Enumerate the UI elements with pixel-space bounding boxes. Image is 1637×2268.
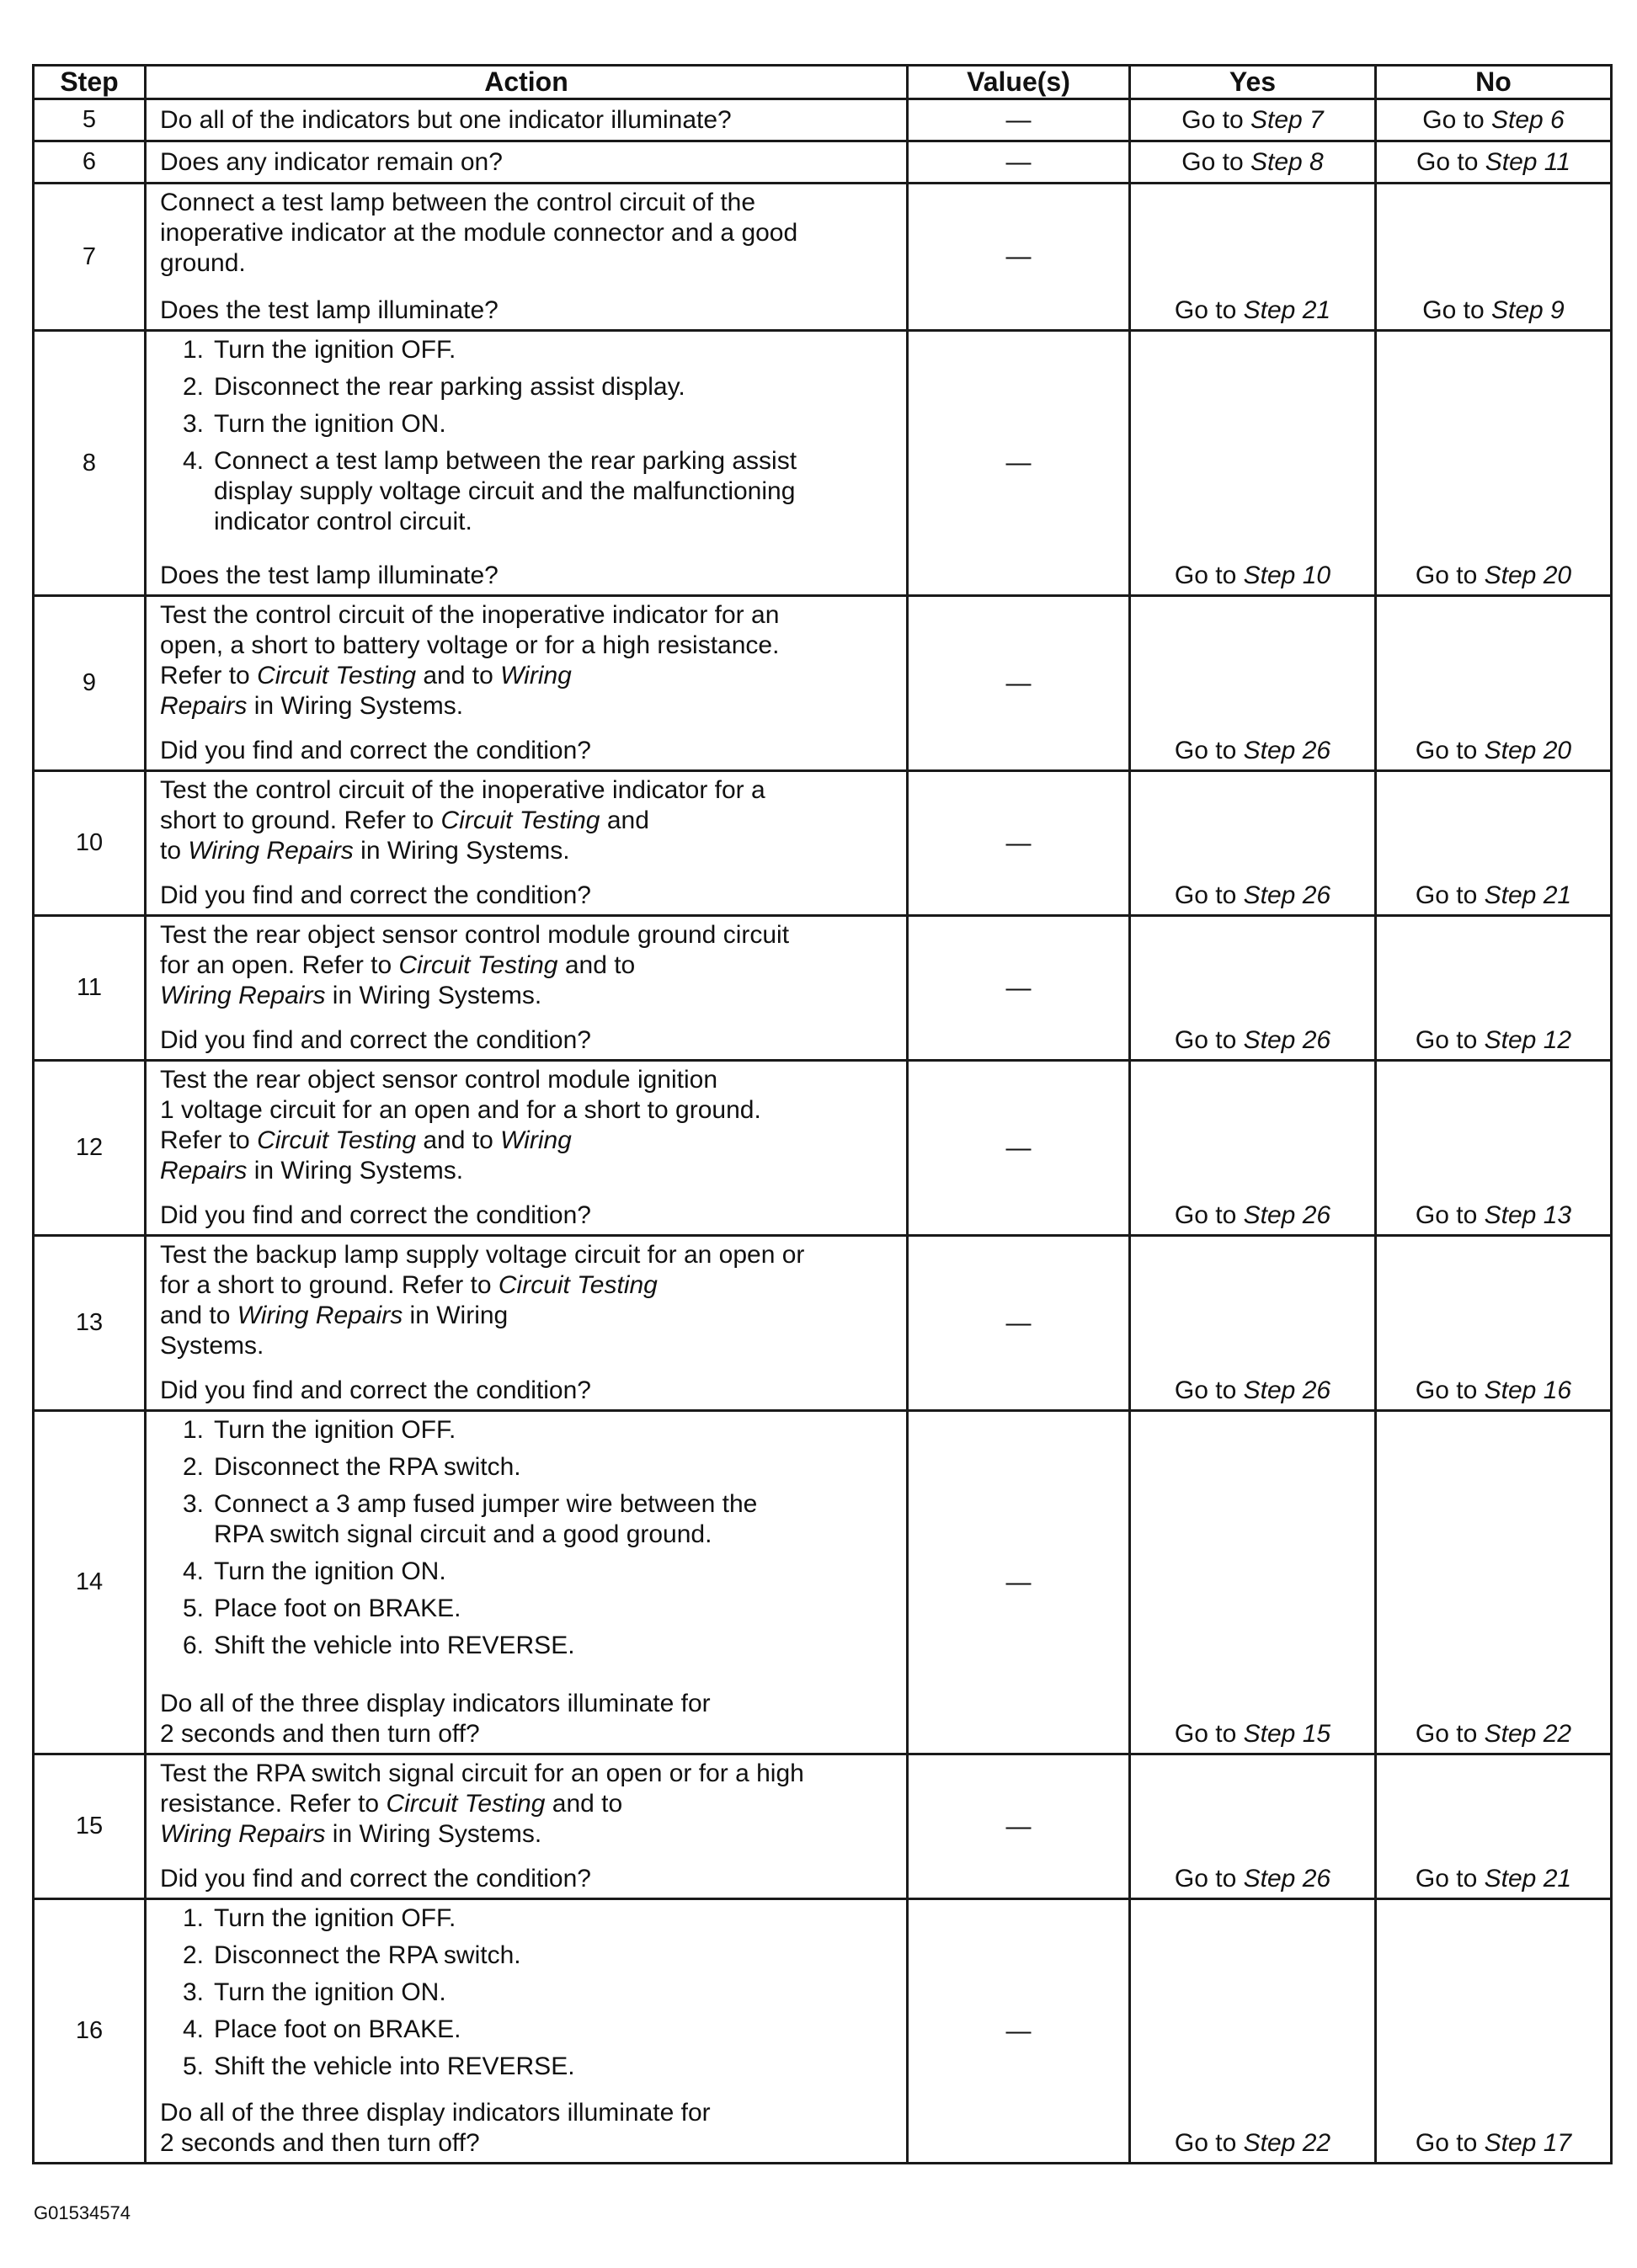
instruction-text: in Wiring Systems. — [325, 982, 542, 1009]
list-item — [160, 2052, 899, 2082]
value-cell: — — [908, 1236, 1130, 1411]
list-item — [160, 2015, 899, 2045]
instruction-text: in Wiring Systems. — [325, 1820, 542, 1848]
value-cell: — — [908, 1411, 1130, 1754]
yes-cell — [1130, 141, 1376, 184]
no-cell — [1376, 1061, 1612, 1236]
goto-prefix: Go to — [1174, 881, 1244, 909]
diagnostic-table-container — [32, 64, 1610, 2164]
list-item — [160, 372, 899, 402]
no-cell — [1376, 184, 1612, 331]
header-step: Step — [34, 66, 146, 99]
goto-step-link[interactable]: Step 16 — [1484, 1376, 1572, 1404]
step-number: 9 — [34, 596, 146, 771]
goto-step-link[interactable]: Step 22 — [1484, 1720, 1572, 1748]
action-cell — [146, 141, 908, 184]
list-item-text: Turn the ignition ON. — [214, 1978, 446, 2006]
table-row — [34, 916, 1612, 1061]
list-item-number: 5. — [182, 1595, 204, 1622]
table-row — [34, 596, 1612, 771]
instruction-text: and to — [416, 1126, 501, 1154]
goto-prefix: Go to — [1174, 1026, 1244, 1054]
yes-cell — [1130, 916, 1376, 1061]
action-cell — [146, 916, 908, 1061]
reference-text: Circuit Testing — [498, 1271, 658, 1299]
list-item — [160, 1557, 899, 1587]
goto-prefix: Go to — [1415, 737, 1485, 764]
header-yes: Yes — [1130, 66, 1376, 99]
instruction-text: and to — [416, 662, 501, 689]
no-cell — [1376, 771, 1612, 916]
action-cell — [146, 1236, 908, 1411]
instruction-text: Test the RPA switch signal circuit for an open or for a high resistance. Refer to — [160, 1760, 804, 1818]
goto-step-link[interactable]: Step 11 — [1485, 147, 1570, 176]
no-cell — [1376, 141, 1612, 184]
yes-cell — [1130, 99, 1376, 141]
instruction-text: and to — [552, 1790, 623, 1818]
goto-step-link[interactable]: Step 20 — [1484, 737, 1572, 764]
goto-prefix: Go to — [1415, 1376, 1485, 1404]
list-item — [160, 1452, 899, 1483]
goto-prefix: Go to — [1422, 105, 1491, 134]
list-item-text: Place foot on BRAKE. — [214, 1595, 461, 1622]
list-item-number: 3. — [182, 1490, 204, 1518]
goto-prefix: Go to — [1174, 562, 1244, 589]
yes-cell — [1130, 1899, 1376, 2164]
yes-cell — [1130, 331, 1376, 596]
list-item-number: 1. — [182, 1904, 204, 1932]
step-number: 11 — [34, 916, 146, 1061]
list-item-number: 4. — [182, 447, 204, 475]
value-cell: — — [908, 771, 1130, 916]
action-cell — [146, 1899, 908, 2164]
reference-text: Circuit Testing — [398, 951, 558, 979]
action-question: Does any indicator remain on? — [160, 147, 503, 176]
list-item-text: Place foot on BRAKE. — [214, 2015, 461, 2043]
no-cell — [1376, 1411, 1612, 1754]
list-item-number: 5. — [182, 2052, 204, 2080]
procedure-list — [160, 1415, 899, 1661]
goto-step-link[interactable]: Step 21 — [1243, 296, 1331, 324]
table-body — [34, 99, 1612, 2164]
action-cell — [146, 596, 908, 771]
procedure-list — [160, 335, 899, 537]
list-item-text: Disconnect the rear parking assist display. — [214, 373, 685, 401]
goto-prefix: Go to — [1174, 737, 1244, 764]
goto-prefix: Go to — [1174, 2129, 1244, 2157]
list-item-number: 2. — [182, 1453, 204, 1481]
action-question: Did you find and correct the condition? — [160, 1026, 591, 1054]
goto-step-link[interactable]: Step 10 — [1243, 562, 1331, 589]
list-item-text: Connect a 3 amp fused jumper wire between the RPA switch signal circuit and a good ground. — [214, 1490, 758, 1548]
header-no: No — [1376, 66, 1612, 99]
no-cell — [1376, 1899, 1612, 2164]
reference-text: Wiring Repairs — [160, 662, 572, 720]
figure-id: G01534574 — [34, 2202, 131, 2223]
instruction-text: and to — [160, 807, 649, 865]
goto-step-link[interactable]: Step 12 — [1484, 1026, 1572, 1054]
goto-prefix: Go to — [1174, 1201, 1244, 1229]
value-cell: — — [908, 99, 1130, 141]
list-item-text: Disconnect the RPA switch. — [214, 1453, 521, 1481]
goto-step-link[interactable]: Step 26 — [1243, 1201, 1331, 1229]
list-item-number: 3. — [182, 1978, 204, 2006]
reference-text: Circuit Testing — [440, 807, 600, 834]
action-instruction — [160, 1065, 899, 1186]
value-cell: — — [908, 184, 1130, 331]
list-item-text: Connect a test lamp between the rear parking assist display supply voltage circuit and the malfunctioning indicator control circuit. — [214, 447, 797, 535]
reference-text: Wiring Repairs — [188, 837, 354, 865]
list-item-number: 4. — [182, 1557, 204, 1585]
reference-text: Circuit Testing — [257, 662, 417, 689]
step-number: 14 — [34, 1411, 146, 1754]
header-action: Action — [146, 66, 908, 99]
list-item-text: Turn the ignition OFF. — [214, 336, 456, 364]
list-item-number: 2. — [182, 373, 204, 401]
table-row — [34, 1754, 1612, 1899]
goto-prefix: Go to — [1174, 1376, 1244, 1404]
reference-text: Wiring Repairs — [160, 1820, 326, 1848]
table-row — [34, 141, 1612, 184]
list-item — [160, 1978, 899, 2008]
list-item-text: Disconnect the RPA switch. — [214, 1941, 521, 1969]
instruction-text: in Wiring Systems. — [247, 1157, 464, 1185]
action-question: Did you find and correct the condition? — [160, 1376, 591, 1404]
goto-prefix: Go to — [1422, 296, 1491, 324]
table-row — [34, 1236, 1612, 1411]
value-cell: — — [908, 596, 1130, 771]
list-item — [160, 1941, 899, 1971]
instruction-text: Test the backup lamp supply voltage circuit for an open or for a short to ground. Refer to — [160, 1241, 805, 1299]
reference-text: Circuit Testing — [257, 1126, 417, 1154]
yes-cell — [1130, 771, 1376, 916]
goto-prefix: Go to — [1181, 105, 1250, 134]
action-question: Do all of the three display indicators illuminate for 2 seconds and then turn off? — [160, 1690, 711, 1748]
action-cell — [146, 771, 908, 916]
instruction-text: Connect a test lamp between the control circuit of the inoperative indicator at the module connector and a good ground. — [160, 189, 798, 277]
table-row — [34, 1411, 1612, 1754]
action-question: Do all of the three display indicators illuminate for 2 seconds and then turn off? — [160, 2099, 711, 2157]
step-number: 8 — [34, 331, 146, 596]
action-cell — [146, 99, 908, 141]
list-item-text: Shift the vehicle into REVERSE. — [214, 1632, 575, 1659]
step-number: 5 — [34, 99, 146, 141]
instruction-text: Test the control circuit of the inoperative indicator for an open, a short to battery voltage or for a high resistance. Refer to — [160, 601, 780, 689]
action-cell — [146, 1411, 908, 1754]
goto-prefix: Go to — [1415, 1026, 1485, 1054]
step-number: 7 — [34, 184, 146, 331]
goto-prefix: Go to — [1415, 881, 1485, 909]
action-instruction — [160, 1759, 899, 1850]
step-number: 16 — [34, 1899, 146, 2164]
action-question: Did you find and correct the condition? — [160, 1201, 591, 1229]
goto-step-link[interactable]: Step 15 — [1243, 1720, 1331, 1748]
action-question: Do all of the indicators but one indicator illuminate? — [160, 105, 732, 134]
instruction-text: in Wiring Systems. — [247, 692, 464, 720]
no-cell — [1376, 99, 1612, 141]
instruction-text: and to — [564, 951, 636, 979]
goto-prefix: Go to — [1415, 1201, 1485, 1229]
action-cell — [146, 1061, 908, 1236]
goto-step-link[interactable]: Step 21 — [1484, 881, 1572, 909]
list-item-text: Shift the vehicle into REVERSE. — [214, 2052, 575, 2080]
instruction-text: Test the rear object sensor control module ground circuit for an open. Refer to — [160, 921, 790, 979]
list-item — [160, 1903, 899, 1934]
action-cell — [146, 184, 908, 331]
yes-cell — [1130, 1236, 1376, 1411]
goto-prefix: Go to — [1415, 1865, 1485, 1893]
list-item-text: Turn the ignition OFF. — [214, 1416, 456, 1444]
action-cell — [146, 331, 908, 596]
list-item — [160, 1415, 899, 1445]
goto-step-link[interactable]: Step 20 — [1484, 562, 1572, 589]
goto-prefix: Go to — [1181, 147, 1250, 176]
action-cell — [146, 1754, 908, 1899]
list-item-text: Turn the ignition ON. — [214, 1557, 446, 1585]
goto-prefix: Go to — [1415, 562, 1485, 589]
value-cell: — — [908, 141, 1130, 184]
table-row — [34, 331, 1612, 596]
list-item-number: 2. — [182, 1941, 204, 1969]
list-item — [160, 409, 899, 439]
goto-step-link[interactable]: Step 21 — [1484, 1865, 1572, 1893]
instruction-text: and to — [160, 1302, 231, 1329]
goto-step-link[interactable]: Step 26 — [1243, 1026, 1331, 1054]
step-number: 15 — [34, 1754, 146, 1899]
list-item-number: 4. — [182, 2015, 204, 2043]
no-cell — [1376, 916, 1612, 1061]
reference-text: Wiring Repairs — [160, 982, 326, 1009]
table-row — [34, 1061, 1612, 1236]
list-item — [160, 335, 899, 365]
goto-step-link[interactable]: Step 22 — [1243, 2129, 1331, 2157]
yes-cell — [1130, 1061, 1376, 1236]
action-question: Did you find and correct the condition? — [160, 881, 591, 909]
yes-cell — [1130, 1411, 1376, 1754]
goto-prefix: Go to — [1415, 2129, 1485, 2157]
value-cell: — — [908, 1754, 1130, 1899]
value-cell: — — [908, 916, 1130, 1061]
no-cell — [1376, 596, 1612, 771]
action-question: Did you find and correct the condition? — [160, 1865, 591, 1893]
yes-cell — [1130, 1754, 1376, 1899]
goto-step-link[interactable]: Step 26 — [1243, 881, 1331, 909]
value-cell: — — [908, 1061, 1130, 1236]
action-instruction — [160, 920, 899, 1011]
list-item — [160, 1594, 899, 1624]
yes-cell — [1130, 596, 1376, 771]
table-row — [34, 771, 1612, 916]
instruction-text: Test the control circuit of the inoperative indicator for a short to ground. Refer to — [160, 776, 765, 834]
step-number: 6 — [34, 141, 146, 184]
step-number: 12 — [34, 1061, 146, 1236]
no-cell — [1376, 1236, 1612, 1411]
goto-prefix: Go to — [1174, 1865, 1244, 1893]
list-item — [160, 1631, 899, 1661]
list-item-number: 3. — [182, 410, 204, 438]
goto-step-link[interactable]: Step 13 — [1484, 1201, 1572, 1229]
value-cell: — — [908, 331, 1130, 596]
goto-prefix: Go to — [1415, 1720, 1485, 1748]
goto-step-link[interactable]: Step 9 — [1490, 296, 1565, 324]
action-question: Did you find and correct the condition? — [160, 737, 591, 764]
action-question: Does the test lamp illuminate? — [160, 296, 499, 324]
goto-step-link[interactable]: Step 26 — [1243, 1865, 1331, 1893]
action-instruction — [160, 188, 899, 279]
table-row — [34, 1899, 1612, 2164]
instruction-text: Test the rear object sensor control module ignition 1 voltage circuit for an open and for a short to ground. Refer to — [160, 1066, 761, 1154]
reference-text: Wiring Repairs — [237, 1302, 403, 1329]
goto-prefix: Go to — [1174, 296, 1244, 324]
table-header-row — [34, 66, 1612, 99]
action-instruction — [160, 1240, 899, 1361]
table-row — [34, 184, 1612, 331]
step-number: 10 — [34, 771, 146, 916]
instruction-text: in Wiring Systems. — [353, 837, 570, 865]
step-number: 13 — [34, 1236, 146, 1411]
reference-text: Wiring Repairs — [160, 1126, 572, 1185]
table-row — [34, 99, 1612, 141]
procedure-list — [160, 1903, 899, 2082]
diagnostic-table — [32, 64, 1613, 2164]
value-cell: — — [908, 1899, 1130, 2164]
action-instruction — [160, 775, 899, 866]
goto-step-link[interactable]: Step 7 — [1250, 105, 1324, 134]
no-cell — [1376, 331, 1612, 596]
goto-step-link[interactable]: Step 26 — [1243, 737, 1331, 764]
action-question: Does the test lamp illuminate? — [160, 562, 499, 589]
action-instruction — [160, 600, 899, 721]
goto-step-link[interactable]: Step 17 — [1484, 2129, 1572, 2157]
instruction-text: in Wiring Systems. — [160, 1302, 509, 1360]
list-item-number: 1. — [182, 1416, 204, 1444]
goto-step-link[interactable]: Step 26 — [1243, 1376, 1331, 1404]
list-item-text: Turn the ignition ON. — [214, 410, 446, 438]
no-cell — [1376, 1754, 1612, 1899]
goto-prefix: Go to — [1174, 1720, 1244, 1748]
list-item — [160, 1489, 899, 1550]
goto-prefix: Go to — [1416, 147, 1485, 176]
goto-step-link[interactable]: Step 6 — [1490, 105, 1565, 134]
yes-cell — [1130, 184, 1376, 331]
list-item-text: Turn the ignition OFF. — [214, 1904, 456, 1932]
header-values: Value(s) — [908, 66, 1130, 99]
goto-step-link[interactable]: Step 8 — [1250, 147, 1324, 176]
reference-text: Circuit Testing — [386, 1790, 546, 1818]
list-item — [160, 446, 899, 537]
list-item-number: 1. — [182, 336, 204, 364]
list-item-number: 6. — [182, 1632, 204, 1659]
